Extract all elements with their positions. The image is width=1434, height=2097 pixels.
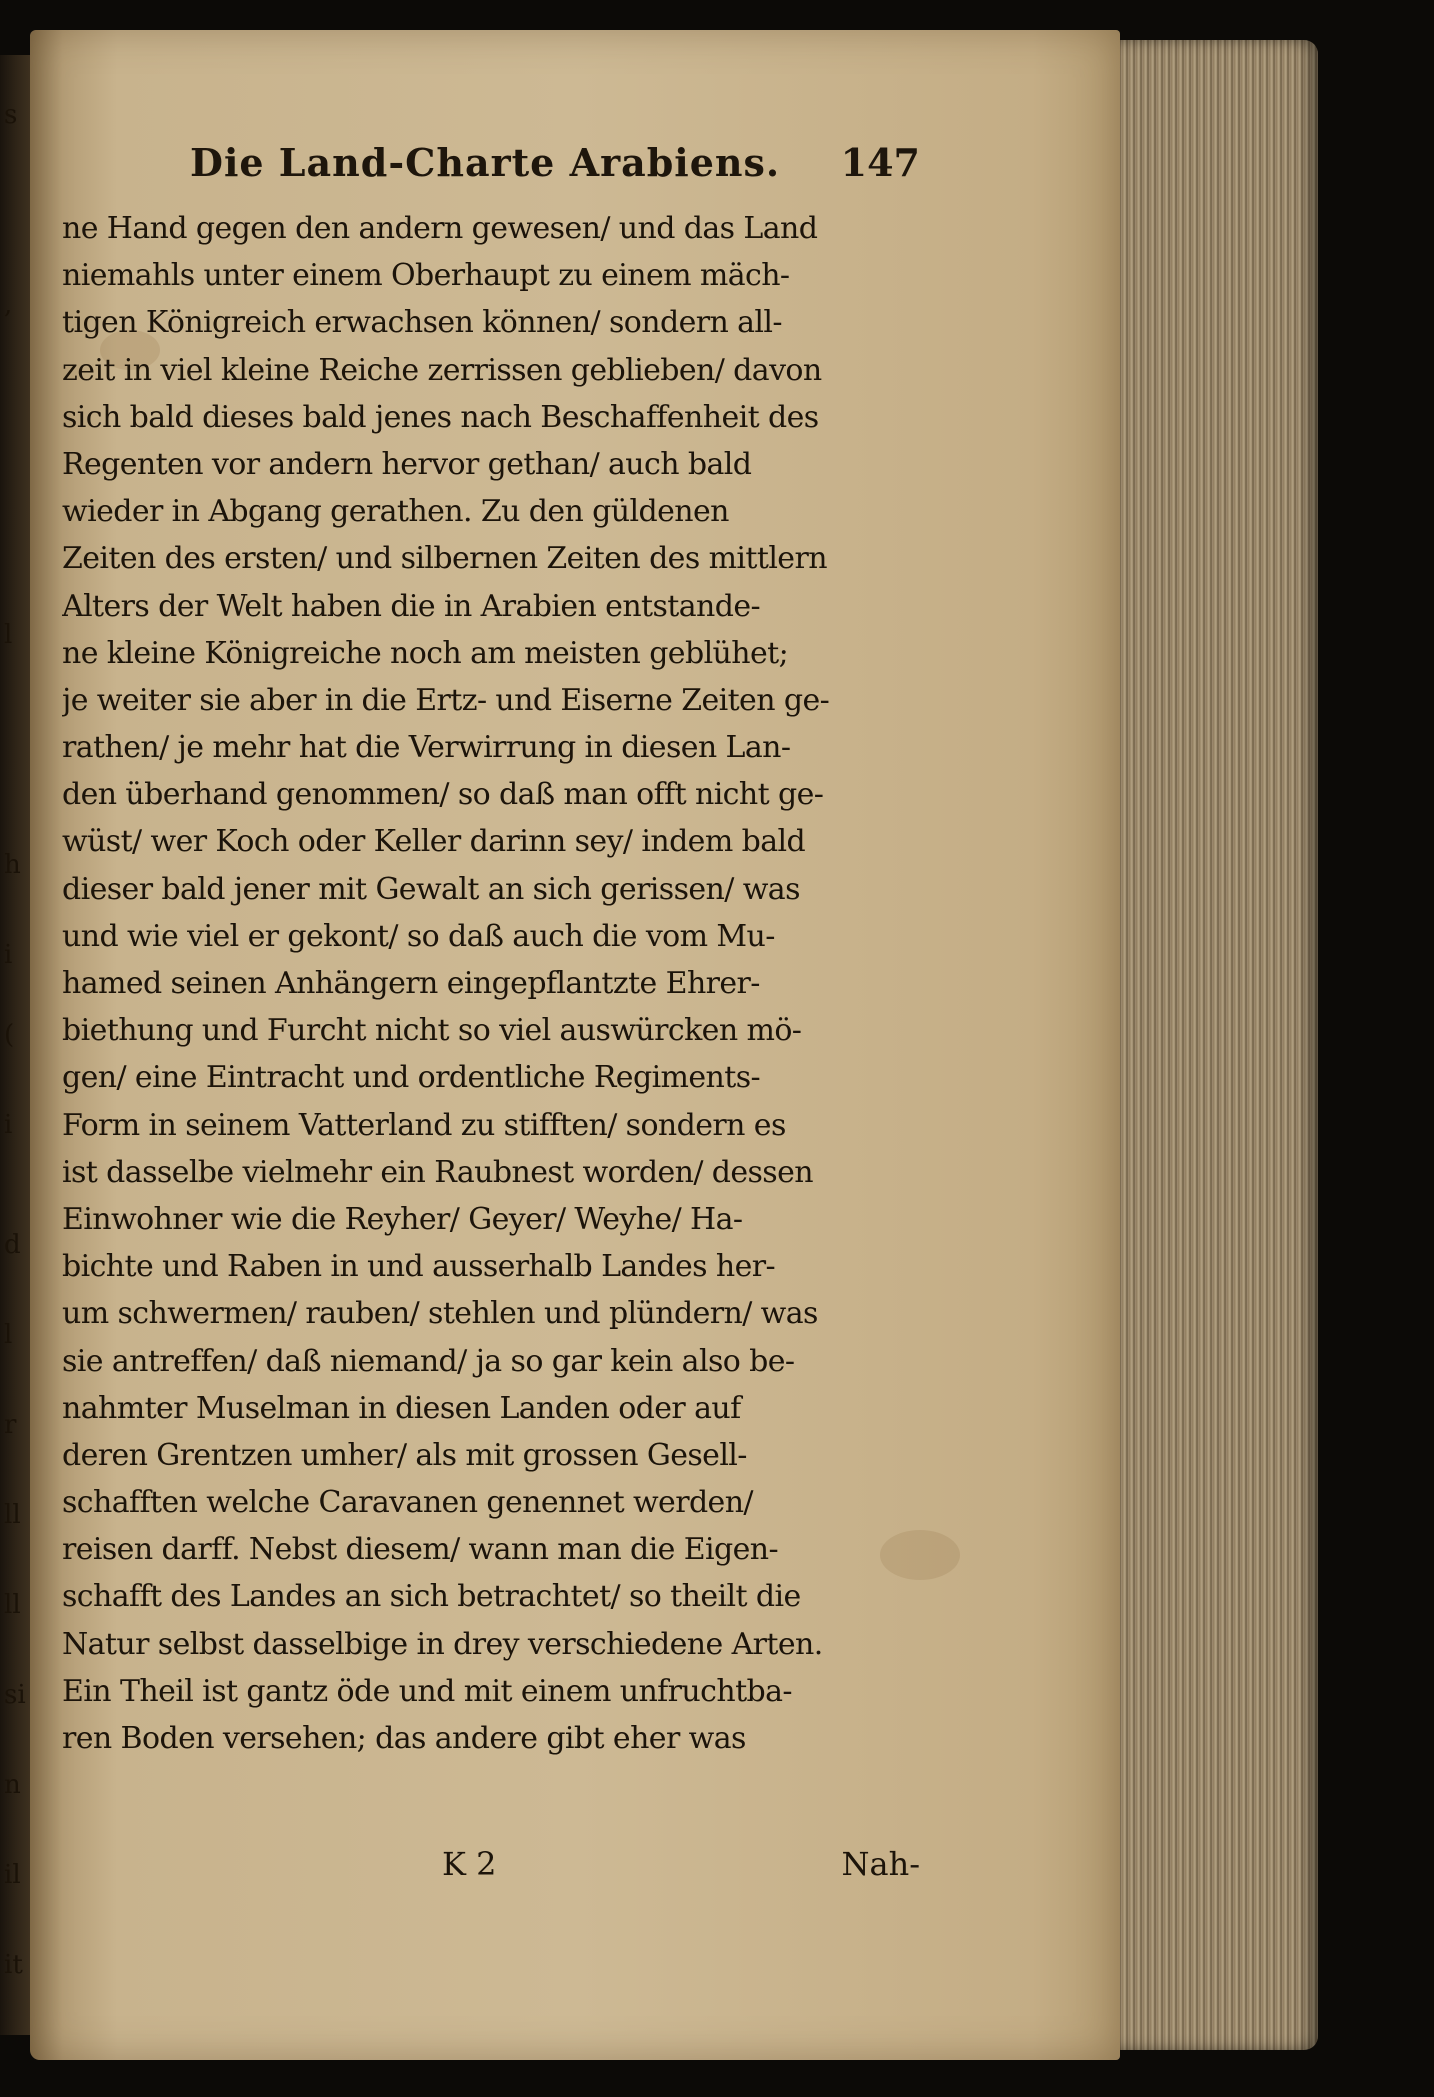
- text-line: ren Boden versehen; das andere gibt eher was: [62, 1721, 746, 1756]
- text-line: Form in seinem Vatterland zu stifften/ sondern es: [62, 1107, 786, 1143]
- text-line: reisen darff. Nebst diesem/ wann man die Eigen-: [62, 1532, 779, 1568]
- text-line: Einwohner wie die Reyher/ Geyer/ Weyhe/ Ha-: [62, 1201, 743, 1237]
- text-line: je weiter sie aber in die Ertz- und Eiserne Zeiten ge-: [62, 682, 830, 718]
- text-line: Alters der Welt haben die in Arabien entstande-: [62, 588, 761, 624]
- text-line: ne kleine Königreiche noch am meisten geblühet;: [62, 635, 789, 671]
- text-line: sie antreffen/ daß niemand/ ja so gar kein also be-: [62, 1343, 795, 1379]
- text-line: hamed seinen Anhängern eingepflantzte Ehrer-: [62, 966, 760, 1001]
- text-line: rathen/ je mehr hat die Verwirrung in diesen Lan-: [62, 730, 791, 766]
- text-line: dieser bald jener mit Gewalt an sich gerissen/ was: [62, 871, 800, 907]
- text-line: ne Hand gegen den andern gewesen/ und das Land: [62, 211, 818, 246]
- running-title: Die Land-Charte Arabiens.: [190, 140, 781, 185]
- text-line: niemahls unter einem Oberhaupt zu einem mäch-: [62, 258, 790, 294]
- text-line: schafften welche Caravanen genennet werden/: [62, 1485, 753, 1521]
- text-line: nahmter Muselman in diesen Landen oder auf: [62, 1390, 741, 1426]
- page-number: 147: [840, 140, 920, 185]
- text-line: wieder in Abgang gerathen. Zu den güldenen: [62, 494, 729, 530]
- book-page-edges: [1108, 40, 1318, 2050]
- page-footer: [62, 1845, 920, 1895]
- text-line: Natur selbst dasselbige in drey verschiedene Arten.: [62, 1626, 823, 1662]
- body-text: [62, 205, 920, 1762]
- text-line: Zeiten des ersten/ und silbernen Zeiten des mittlern: [62, 541, 827, 577]
- text-line: sich bald dieses bald jenes nach Beschaffenheit des: [62, 399, 819, 435]
- text-line: zeit in viel kleine Reiche zerrissen geblieben/ davon: [62, 352, 822, 388]
- left-page-bleed-through: s , l h i ( i d l r ll ll si n il it: [4, 100, 26, 1980]
- text-line: tigen Königreich erwachsen können/ sondern all-: [62, 305, 782, 341]
- text-line: bichte und Raben in und ausserhalb Landes her-: [62, 1249, 776, 1285]
- text-line: und wie viel er gekont/ so daß auch die vom Mu-: [62, 918, 775, 954]
- text-line: deren Grentzen umher/ als mit grossen Gesell-: [62, 1437, 747, 1473]
- text-line: gen/ eine Eintracht und ordentliche Regiments-: [62, 1060, 761, 1096]
- catchword: Nah-: [841, 1845, 920, 1883]
- text-line: Regenten vor andern hervor gethan/ auch bald: [62, 446, 752, 482]
- text-line: wüst/ wer Koch oder Keller darinn sey/ indem bald: [62, 824, 806, 860]
- page-header: [190, 140, 920, 190]
- signature-mark: K 2: [442, 1845, 497, 1883]
- text-line: den überhand genommen/ so daß man offt nicht ge-: [62, 777, 824, 813]
- text-line: biethung und Furcht nicht so viel auswürcken mö-: [62, 1013, 802, 1049]
- text-line: schafft des Landes an sich betrachtet/ so theilt die: [62, 1579, 801, 1615]
- text-line: Ein Theil ist gantz öde und mit einem unfruchtba-: [62, 1673, 792, 1709]
- text-line: um schwermen/ rauben/ stehlen und plündern/ was: [62, 1296, 818, 1332]
- text-line: ist dasselbe vielmehr ein Raubnest worden/ dessen: [62, 1154, 813, 1190]
